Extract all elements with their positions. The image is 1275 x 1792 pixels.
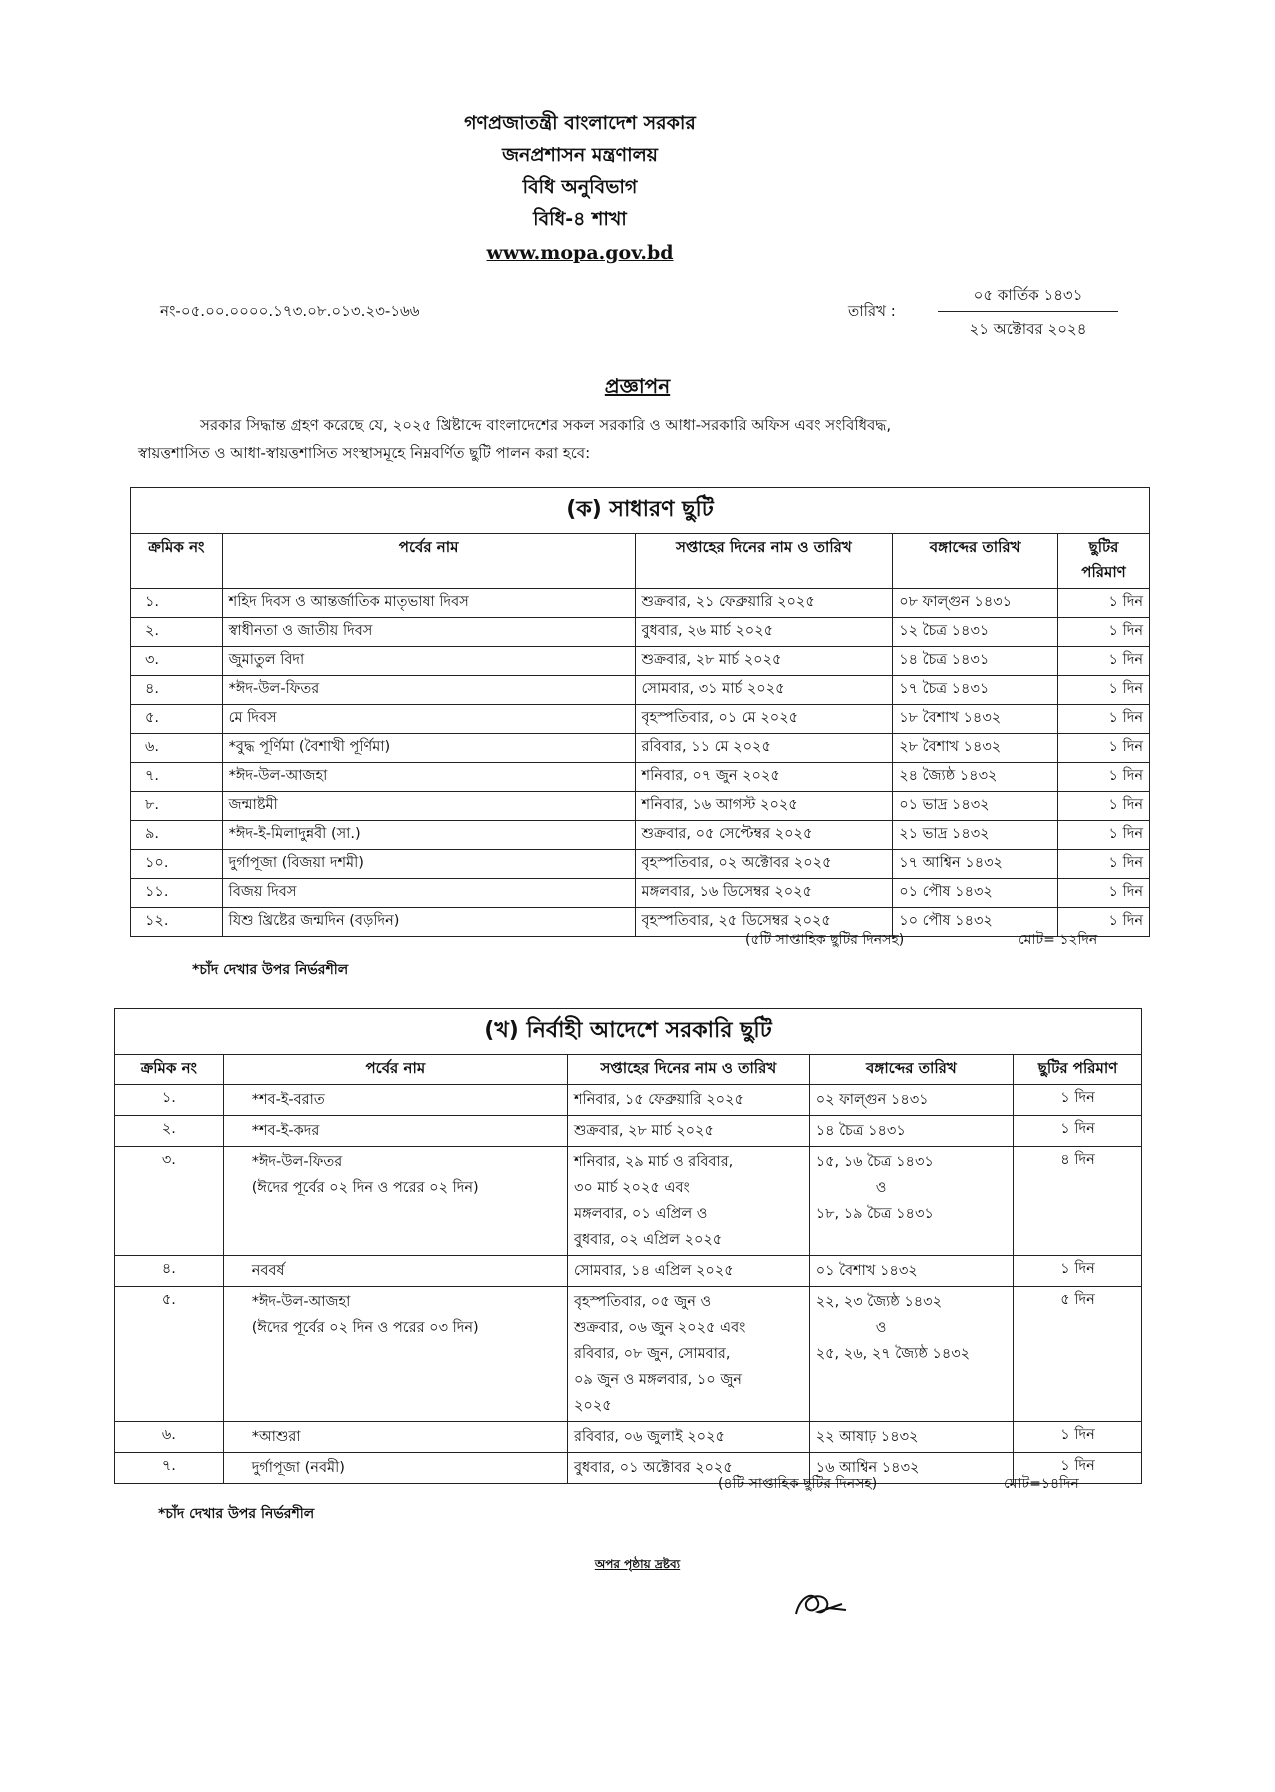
table-row xyxy=(131,618,1150,647)
cell-sl: ১. xyxy=(131,589,223,618)
cell-day: শুক্রবার, ২৮ মার্চ ২০২৫ xyxy=(635,647,893,676)
cell-bangla: ১২ চৈত্র ১৪৩১ xyxy=(893,618,1058,647)
cell-name: যিশু খ্রিষ্টের জন্মদিন (বড়দিন) xyxy=(222,908,635,937)
table-row xyxy=(131,879,1150,908)
cell-name xyxy=(223,1422,567,1453)
day-line: মঙ্গলবার, ০১ এপ্রিল ও xyxy=(573,1206,708,1222)
cell-sl: ৭. xyxy=(131,763,223,792)
cell-name xyxy=(223,1453,567,1484)
branch-title: বিধি-৪ শাখা xyxy=(533,208,627,230)
table-row xyxy=(131,705,1150,734)
bangla-date-line: ও xyxy=(875,1320,887,1336)
cell-sl: ৮. xyxy=(131,792,223,821)
cell-bangla: ১০ পৌষ ১৪৩২ xyxy=(893,908,1058,937)
holiday-name-note: (ঈদের পূর্বের ০২ দিন ও পরের ০৩ দিন) xyxy=(251,1320,479,1336)
cell-bangla: ২৪ জ্যৈষ্ঠ ১৪৩২ xyxy=(893,763,1058,792)
table-row xyxy=(131,734,1150,763)
notice-body-line1: সরকার সিদ্ধান্ত গ্রহণ করেছে যে, ২০২৫ খ্রিষ্টাব্দে বাংলাদেশের সকল সরকারি ও আধা-সরকারি অফিস এবং সংবিধিবদ্ধ, xyxy=(200,416,892,434)
cell-days: ১ দিন xyxy=(1014,1116,1142,1147)
table-b-weekly-note: (৪টি সাপ্তাহিক ছুটির দিনসহ) xyxy=(718,1476,878,1492)
day-line: সোমবার, ১৪ এপ্রিল ২০২৫ xyxy=(573,1263,734,1279)
cell-day xyxy=(567,1287,809,1422)
bangla-date-line: ২৫, ২৬, ২৭ জ্যৈষ্ঠ ১৪৩২ xyxy=(815,1346,971,1362)
holiday-name: নববর্ষ xyxy=(251,1263,285,1279)
cell-name xyxy=(223,1287,567,1422)
cell-day xyxy=(567,1256,809,1287)
cell-name: দুর্গাপূজা (বিজয়া দশমী) xyxy=(222,850,635,879)
cell-days: ১ দিন xyxy=(1014,1453,1142,1484)
cell-days: ১ দিন xyxy=(1058,821,1150,850)
cell-days: ১ দিন xyxy=(1058,908,1150,937)
cell-bangla xyxy=(809,1287,1013,1422)
cell-bangla xyxy=(809,1422,1013,1453)
holiday-name: *ঈদ-উল-ফিতর xyxy=(251,1154,343,1170)
cell-name xyxy=(223,1085,567,1116)
table-b-header-sl: ক্রমিক নং xyxy=(115,1055,224,1085)
cell-bangla xyxy=(809,1116,1013,1147)
table-row xyxy=(131,676,1150,705)
bangla-date-line: ১৪ চৈত্র ১৪৩১ xyxy=(815,1123,906,1139)
table-row xyxy=(131,908,1150,937)
cell-name: স্বাধীনতা ও জাতীয় দিবস xyxy=(222,618,635,647)
cell-bangla xyxy=(809,1256,1013,1287)
table-row xyxy=(115,1422,1142,1453)
cell-sl: ৩. xyxy=(131,647,223,676)
cell-name: জুমাতুল বিদা xyxy=(222,647,635,676)
cell-days: ১ দিন xyxy=(1058,618,1150,647)
cell-bangla: ১৭ আশ্বিন ১৪৩২ xyxy=(893,850,1058,879)
bangla-date-line: ০২ ফাল্গুন ১৪৩১ xyxy=(815,1092,929,1108)
table-a-header-name: পর্বের নাম xyxy=(222,534,635,589)
holiday-name: *ঈদ-উল-আজহা xyxy=(251,1294,351,1310)
table-row xyxy=(115,1147,1142,1256)
table-a-header-sl: ক্রমিক নং xyxy=(131,534,223,589)
cell-days: ১ দিন xyxy=(1058,647,1150,676)
table-row xyxy=(131,792,1150,821)
cell-days: ১ দিন xyxy=(1058,879,1150,908)
table-b-header-days: ছুটির পরিমাণ xyxy=(1014,1055,1142,1085)
cell-day xyxy=(567,1147,809,1256)
table-a-total: মোট= ১২দিন xyxy=(1018,932,1098,948)
cell-days: ১ দিন xyxy=(1058,734,1150,763)
cell-day: শুক্রবার, ২১ ফেব্রুয়ারি ২০২৫ xyxy=(635,589,893,618)
cell-bangla: ২১ ভাদ্র ১৪৩২ xyxy=(893,821,1058,850)
cell-sl: ৪. xyxy=(115,1256,224,1287)
table-row xyxy=(131,763,1150,792)
memo-number: নং-০৫.০০.০০০০.১৭৩.০৮.০১৩.২৩-১৬৬ xyxy=(160,302,420,320)
executive-holidays-table xyxy=(114,1008,1142,1484)
cell-sl: ৯. xyxy=(131,821,223,850)
cell-sl: ১১. xyxy=(131,879,223,908)
table-row xyxy=(115,1453,1142,1484)
bangla-date-line: ২২, ২৩ জ্যৈষ্ঠ ১৪৩২ xyxy=(815,1294,943,1310)
table-a-header-bangla: বঙ্গাব্দের তারিখ xyxy=(893,534,1058,589)
bangla-date-line: ও xyxy=(875,1180,887,1196)
cell-days: ১ দিন xyxy=(1014,1256,1142,1287)
date-bangla: ০৫ কার্তিক ১৪৩১ xyxy=(938,284,1118,312)
day-line: ০৯ জুন ও মঙ্গলবার, ১০ জুন xyxy=(573,1372,742,1388)
cell-day: সোমবার, ৩১ মার্চ ২০২৫ xyxy=(635,676,893,705)
table-a-title: (ক) সাধারণ ছুটি xyxy=(131,488,1150,534)
cell-day: শনিবার, ০৭ জুন ২০২৫ xyxy=(635,763,893,792)
next-page-note: অপর পৃষ্ঠায় দ্রষ্টব্য xyxy=(594,1557,681,1571)
table-row xyxy=(131,589,1150,618)
cell-name xyxy=(223,1256,567,1287)
day-line: শনিবার, ১৫ ফেব্রুয়ারি ২০২৫ xyxy=(573,1092,744,1108)
cell-bangla: ১৮ বৈশাখ ১৪৩২ xyxy=(893,705,1058,734)
cell-sl: ১২. xyxy=(131,908,223,937)
cell-bangla: ১৭ চৈত্র ১৪৩১ xyxy=(893,676,1058,705)
website-link[interactable]: www.mopa.gov.bd xyxy=(486,242,674,264)
day-line: ২০২৫ xyxy=(573,1398,612,1414)
table-row xyxy=(131,647,1150,676)
table-a-weekly-note: (৫টি সাপ্তাহিক ছুটির দিনসহ) xyxy=(745,932,905,948)
cell-sl: ৩. xyxy=(115,1147,224,1256)
table-a-footnote: *চাঁদ দেখার উপর নির্ভরশীল xyxy=(192,962,349,978)
cell-day: মঙ্গলবার, ১৬ ডিসেম্বর ২০২৫ xyxy=(635,879,893,908)
notice-body-line2: স্বায়ত্তশাসিত ও আধা-স্বায়ত্তশাসিত সংস্থাসমূহে নিম্নবর্ণিত ছুটি পালন করা হবে: xyxy=(138,444,591,462)
table-row xyxy=(115,1256,1142,1287)
cell-day: বৃহস্পতিবার, ০১ মে ২০২৫ xyxy=(635,705,893,734)
cell-day xyxy=(567,1422,809,1453)
cell-day: বুধবার, ২৬ মার্চ ২০২৫ xyxy=(635,618,893,647)
bangla-date-line: ১৮, ১৯ চৈত্র ১৪৩১ xyxy=(815,1206,934,1222)
cell-name: *ঈদ-উল-ফিতর xyxy=(222,676,635,705)
cell-days: ৪ দিন xyxy=(1014,1147,1142,1256)
holiday-name: *শব-ই-বরাত xyxy=(251,1092,325,1108)
cell-day: রবিবার, ১১ মে ২০২৫ xyxy=(635,734,893,763)
day-line: শুক্রবার, ২৮ মার্চ ২০২৫ xyxy=(573,1123,714,1139)
bangla-date-line: ১৫, ১৬ চৈত্র ১৪৩১ xyxy=(815,1154,934,1170)
holiday-name: দুর্গাপূজা (নবমী) xyxy=(251,1460,345,1476)
cell-sl: ৬. xyxy=(131,734,223,763)
cell-name: বিজয় দিবস xyxy=(222,879,635,908)
cell-sl: ২. xyxy=(131,618,223,647)
general-holidays-table xyxy=(130,487,1150,937)
cell-sl: ৬. xyxy=(115,1422,224,1453)
cell-day: শনিবার, ১৬ আগস্ট ২০২৫ xyxy=(635,792,893,821)
cell-name: মে দিবস xyxy=(222,705,635,734)
cell-sl: ৫. xyxy=(131,705,223,734)
bangla-date-line: ০১ বৈশাখ ১৪৩২ xyxy=(815,1263,918,1279)
holiday-name: *আশুরা xyxy=(251,1429,301,1445)
day-line: বুধবার, ০২ এপ্রিল ২০২৫ xyxy=(573,1232,723,1248)
holiday-name: *শব-ই-কদর xyxy=(251,1123,320,1139)
division-title: বিধি অনুবিভাগ xyxy=(522,176,638,198)
cell-day: বৃহস্পতিবার, ২৫ ডিসেম্বর ২০২৫ xyxy=(635,908,893,937)
cell-bangla: ০৮ ফাল্গুন ১৪৩১ xyxy=(893,589,1058,618)
table-row xyxy=(115,1085,1142,1116)
table-row xyxy=(115,1287,1142,1422)
day-line: ৩০ মার্চ ২০২৫ এবং xyxy=(573,1180,690,1196)
cell-sl: ১০. xyxy=(131,850,223,879)
cell-day: শুক্রবার, ০৫ সেপ্টেম্বর ২০২৫ xyxy=(635,821,893,850)
holiday-name-note: (ঈদের পূর্বের ০২ দিন ও পরের ০২ দিন) xyxy=(251,1180,479,1196)
table-b-header-day: সপ্তাহের দিনের নাম ও তারিখ xyxy=(567,1055,809,1085)
cell-bangla: ১৪ চৈত্র ১৪৩১ xyxy=(893,647,1058,676)
cell-name: শহিদ দিবস ও আন্তর্জাতিক মাতৃভাষা দিবস xyxy=(222,589,635,618)
day-line: শনিবার, ২৯ মার্চ ও রবিবার, xyxy=(573,1154,734,1170)
table-b-title: (খ) নির্বাহী আদেশে সরকারি ছুটি xyxy=(115,1009,1142,1055)
cell-days: ৫ দিন xyxy=(1014,1287,1142,1422)
cell-days: ১ দিন xyxy=(1014,1422,1142,1453)
cell-name: *বুদ্ধ পূর্ণিমা (বৈশাখী পূর্ণিমা) xyxy=(222,734,635,763)
table-row xyxy=(131,850,1150,879)
ministry-title: জনপ্রশাসন মন্ত্রণালয় xyxy=(502,144,658,166)
table-b-header-name: পর্বের নাম xyxy=(223,1055,567,1085)
govt-title: গণপ্রজাতন্ত্রী বাংলাদেশ সরকার xyxy=(464,112,696,134)
cell-sl: ১. xyxy=(115,1085,224,1116)
cell-name xyxy=(223,1147,567,1256)
table-a-header-day: সপ্তাহের দিনের নাম ও তারিখ xyxy=(635,534,893,589)
cell-days: ১ দিন xyxy=(1058,850,1150,879)
table-b-total: মোট=১৪দিন xyxy=(1004,1476,1079,1492)
day-line: রবিবার, ০৬ জুলাই ২০২৫ xyxy=(573,1429,725,1445)
cell-bangla: ০১ পৌষ ১৪৩২ xyxy=(893,879,1058,908)
cell-bangla xyxy=(809,1085,1013,1116)
cell-sl: ৪. xyxy=(131,676,223,705)
cell-days: ১ দিন xyxy=(1058,763,1150,792)
cell-bangla: ০১ ভাদ্র ১৪৩২ xyxy=(893,792,1058,821)
notice-title: প্রজ্ঞাপন xyxy=(604,374,671,398)
signature xyxy=(790,1584,850,1628)
table-b-footnote: *চাঁদ দেখার উপর নির্ভরশীল xyxy=(158,1506,315,1522)
cell-bangla xyxy=(809,1147,1013,1256)
cell-sl: ৫. xyxy=(115,1287,224,1422)
date-english: ২১ অক্টোবর ২০২৪ xyxy=(969,320,1087,338)
day-line: শুক্রবার, ০৬ জুন ২০২৫ এবং xyxy=(573,1320,746,1336)
cell-days: ১ দিন xyxy=(1058,792,1150,821)
table-row xyxy=(115,1116,1142,1147)
cell-name xyxy=(223,1116,567,1147)
date-label: তারিখ : xyxy=(848,302,896,320)
cell-name: *ঈদ-উল-আজহা xyxy=(222,763,635,792)
cell-days: ১ দিন xyxy=(1058,589,1150,618)
cell-days: ১ দিন xyxy=(1058,705,1150,734)
cell-sl: ২. xyxy=(115,1116,224,1147)
cell-day xyxy=(567,1085,809,1116)
day-line: বুধবার, ০১ অক্টোবর ২০২৫ xyxy=(573,1460,733,1476)
table-b-header-bangla: বঙ্গাব্দের তারিখ xyxy=(809,1055,1013,1085)
cell-days: ১ দিন xyxy=(1014,1085,1142,1116)
cell-name: *ঈদ-ই-মিলাদুন্নবী (সা.) xyxy=(222,821,635,850)
day-line: বৃহস্পতিবার, ০৫ জুন ও xyxy=(573,1294,712,1310)
table-a-header-days: ছুটির পরিমাণ xyxy=(1058,534,1150,589)
table-row xyxy=(131,821,1150,850)
cell-day xyxy=(567,1116,809,1147)
cell-name: জন্মাষ্টমী xyxy=(222,792,635,821)
cell-sl: ৭. xyxy=(115,1453,224,1484)
bangla-date-line: ২২ আষাঢ় ১৪৩২ xyxy=(815,1429,919,1445)
cell-bangla: ২৮ বৈশাখ ১৪৩২ xyxy=(893,734,1058,763)
day-line: রবিবার, ০৮ জুন, সোমবার, xyxy=(573,1346,731,1362)
cell-day: বৃহস্পতিবার, ০২ অক্টোবর ২০২৫ xyxy=(635,850,893,879)
bangla-date-line: ১৬ আশ্বিন ১৪৩২ xyxy=(815,1460,920,1476)
cell-days: ১ দিন xyxy=(1058,676,1150,705)
